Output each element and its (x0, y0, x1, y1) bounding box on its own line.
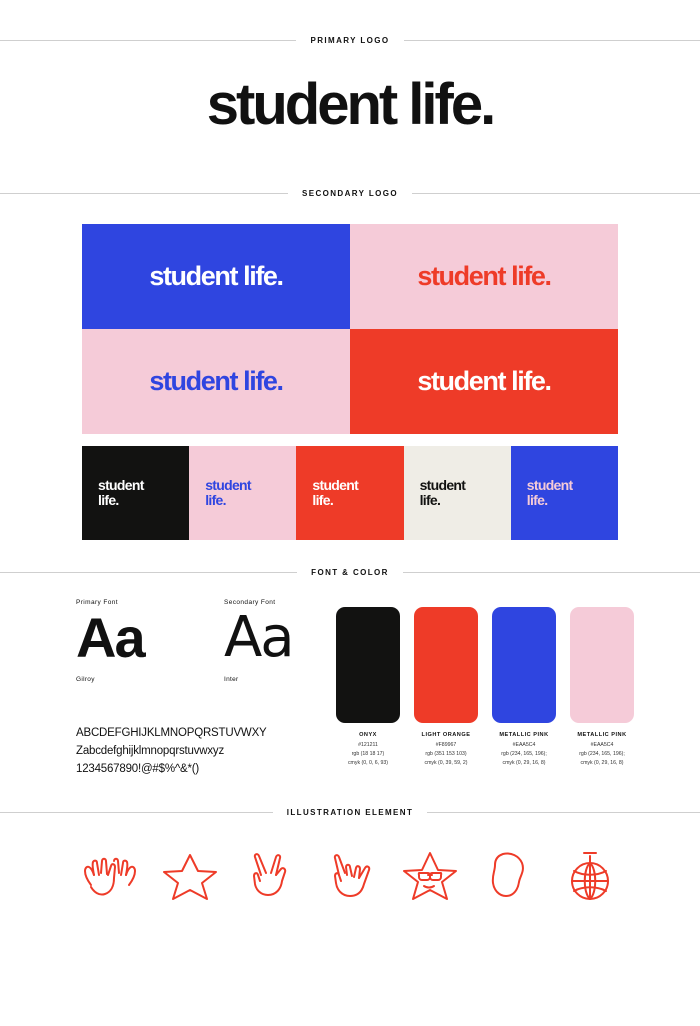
font-samples (70, 599, 324, 683)
section-header-font-color (0, 568, 700, 577)
logo-line-2: life. (98, 492, 119, 508)
section-label-secondary-logo: SECONDARY LOGO (301, 189, 399, 198)
glyph-line-lowercase: Zabcdefghijklmnopqrstuvwxyz (76, 744, 224, 757)
color-palette (324, 599, 634, 778)
glyph-specimen (70, 725, 324, 778)
glyph-line-uppercase: ABCDEFGHIJKLMNOPQRSTUVWXY (76, 727, 267, 739)
swatch-values (492, 741, 556, 768)
section-header-primary-logo (0, 36, 700, 45)
color-swatch-light-orange (414, 607, 478, 778)
logo-tile-small (404, 446, 511, 540)
logo-tile-small-text (98, 478, 144, 507)
secondary-font-block (224, 599, 324, 683)
primary-logo-text: student life. (206, 72, 494, 137)
section-label-primary-logo: PRIMARY LOGO (310, 36, 390, 45)
logo-line-1: student (98, 477, 144, 494)
logo-tile-text: student life. (417, 366, 551, 396)
peace-hand-icon (237, 845, 303, 907)
primary-logo (0, 45, 700, 165)
glyph-line-numerals: 1234567890!@#$%^&*() (76, 762, 200, 775)
divider-line-right (412, 193, 700, 194)
divider-line-left (0, 40, 296, 41)
font-color-body (70, 599, 630, 778)
section-header-secondary-logo (0, 189, 700, 198)
logo-tile-text: student life. (149, 261, 283, 291)
logo-tile-small-text (527, 478, 573, 507)
swatch-hex: #EAA5C4 (590, 742, 614, 748)
divider-line-left (0, 572, 297, 573)
secondary-logo-grids (70, 224, 630, 540)
logo-tile (350, 224, 618, 329)
logo-tile-small (82, 446, 189, 540)
logo-line-1: student (419, 477, 466, 494)
blob-icon (477, 845, 543, 907)
illustration-row (0, 845, 700, 907)
divider-line-right (427, 812, 700, 813)
logo-tile-small-text (420, 478, 466, 507)
swatch-chip (336, 607, 400, 723)
swatch-chip (414, 607, 478, 723)
logo-tile-text: student life. (149, 366, 283, 396)
color-swatch-metallic-pink-blue (492, 607, 556, 778)
logo-line-2: life. (205, 492, 226, 508)
swatch-name: METALLIC PINK (499, 732, 549, 738)
swatch-cmyk: cmyk (0, 29, 16, 8) (580, 760, 624, 767)
disco-ball-icon (557, 845, 623, 907)
swatch-hex: #F89967 (435, 742, 457, 748)
swatch-rgb: rgb (234, 165, 196); (579, 751, 625, 758)
logo-tile-small-text (312, 478, 358, 507)
logo-tile-small (189, 446, 296, 540)
logo-tile (82, 224, 350, 329)
secondary-font-kicker: Secondary Font (224, 599, 276, 606)
swatch-name: ONYX (359, 732, 377, 738)
swatch-rgb: rgb (234, 165, 196); (501, 751, 547, 758)
secondary-font-sample: Aa (224, 605, 293, 670)
typography-block (70, 599, 324, 778)
divider-line-right (403, 572, 700, 573)
swatch-hex: #EAA5C4 (512, 742, 536, 748)
star-sunglasses-icon (397, 845, 463, 907)
secondary-font-name: Inter (224, 676, 239, 683)
divider-line-left (0, 193, 288, 194)
swatch-name: LIGHT ORANGE (421, 732, 471, 738)
swatch-values (570, 741, 634, 768)
swatch-chip (492, 607, 556, 723)
primary-font-name: Gilroy (76, 676, 95, 683)
color-swatch-onyx (336, 607, 400, 778)
primary-font-kicker: Primary Font (76, 599, 119, 606)
primary-font-sample: Aa (76, 606, 144, 669)
primary-font-block (76, 599, 176, 683)
logo-line-1: student (205, 477, 251, 494)
logo-line-1: student (312, 477, 359, 494)
logo-line-1: student (526, 477, 573, 494)
logo-tile-small-text (205, 478, 251, 507)
swatch-name: METALLIC PINK (577, 732, 627, 738)
section-label-illustration: ILLUSTRATION ELEMENT (286, 808, 414, 818)
swatch-cmyk: cmyk (0, 0, 6, 93) (347, 760, 389, 767)
swatch-values (336, 741, 400, 768)
swatch-chip (570, 607, 634, 723)
section-header-illustration (0, 808, 700, 817)
logo-tile-text: student life. (417, 261, 551, 291)
swatch-rgb: rgb (18 18 17) (351, 751, 385, 758)
logo-tile (82, 329, 350, 434)
divider-line-right (404, 40, 700, 41)
logo-tile-small (511, 446, 618, 540)
swatch-cmyk: cmyk (0, 29, 16, 8) (502, 760, 546, 767)
swatch-hex: #121211 (358, 742, 378, 748)
logo-tile-small (296, 446, 403, 540)
divider-line-left (0, 812, 273, 813)
rock-hand-icon (317, 845, 383, 907)
logo-line-2: life. (312, 492, 334, 508)
hands-icon (77, 845, 143, 907)
color-swatch-metallic-pink (570, 607, 634, 778)
section-label-font-color: FONT & COLOR (311, 568, 389, 577)
swatch-rgb: rgb (351 153 103) (425, 751, 467, 758)
logo-line-2: life. (419, 492, 441, 508)
secondary-logo-large-grid (82, 224, 618, 434)
swatch-values (414, 741, 478, 768)
swatch-cmyk: cmyk (0, 39, 59, 2) (424, 760, 468, 767)
logo-tile (350, 329, 618, 434)
logo-line-2: life. (526, 492, 548, 508)
secondary-logo-small-grid (82, 446, 618, 540)
star-outline-icon (157, 845, 223, 907)
